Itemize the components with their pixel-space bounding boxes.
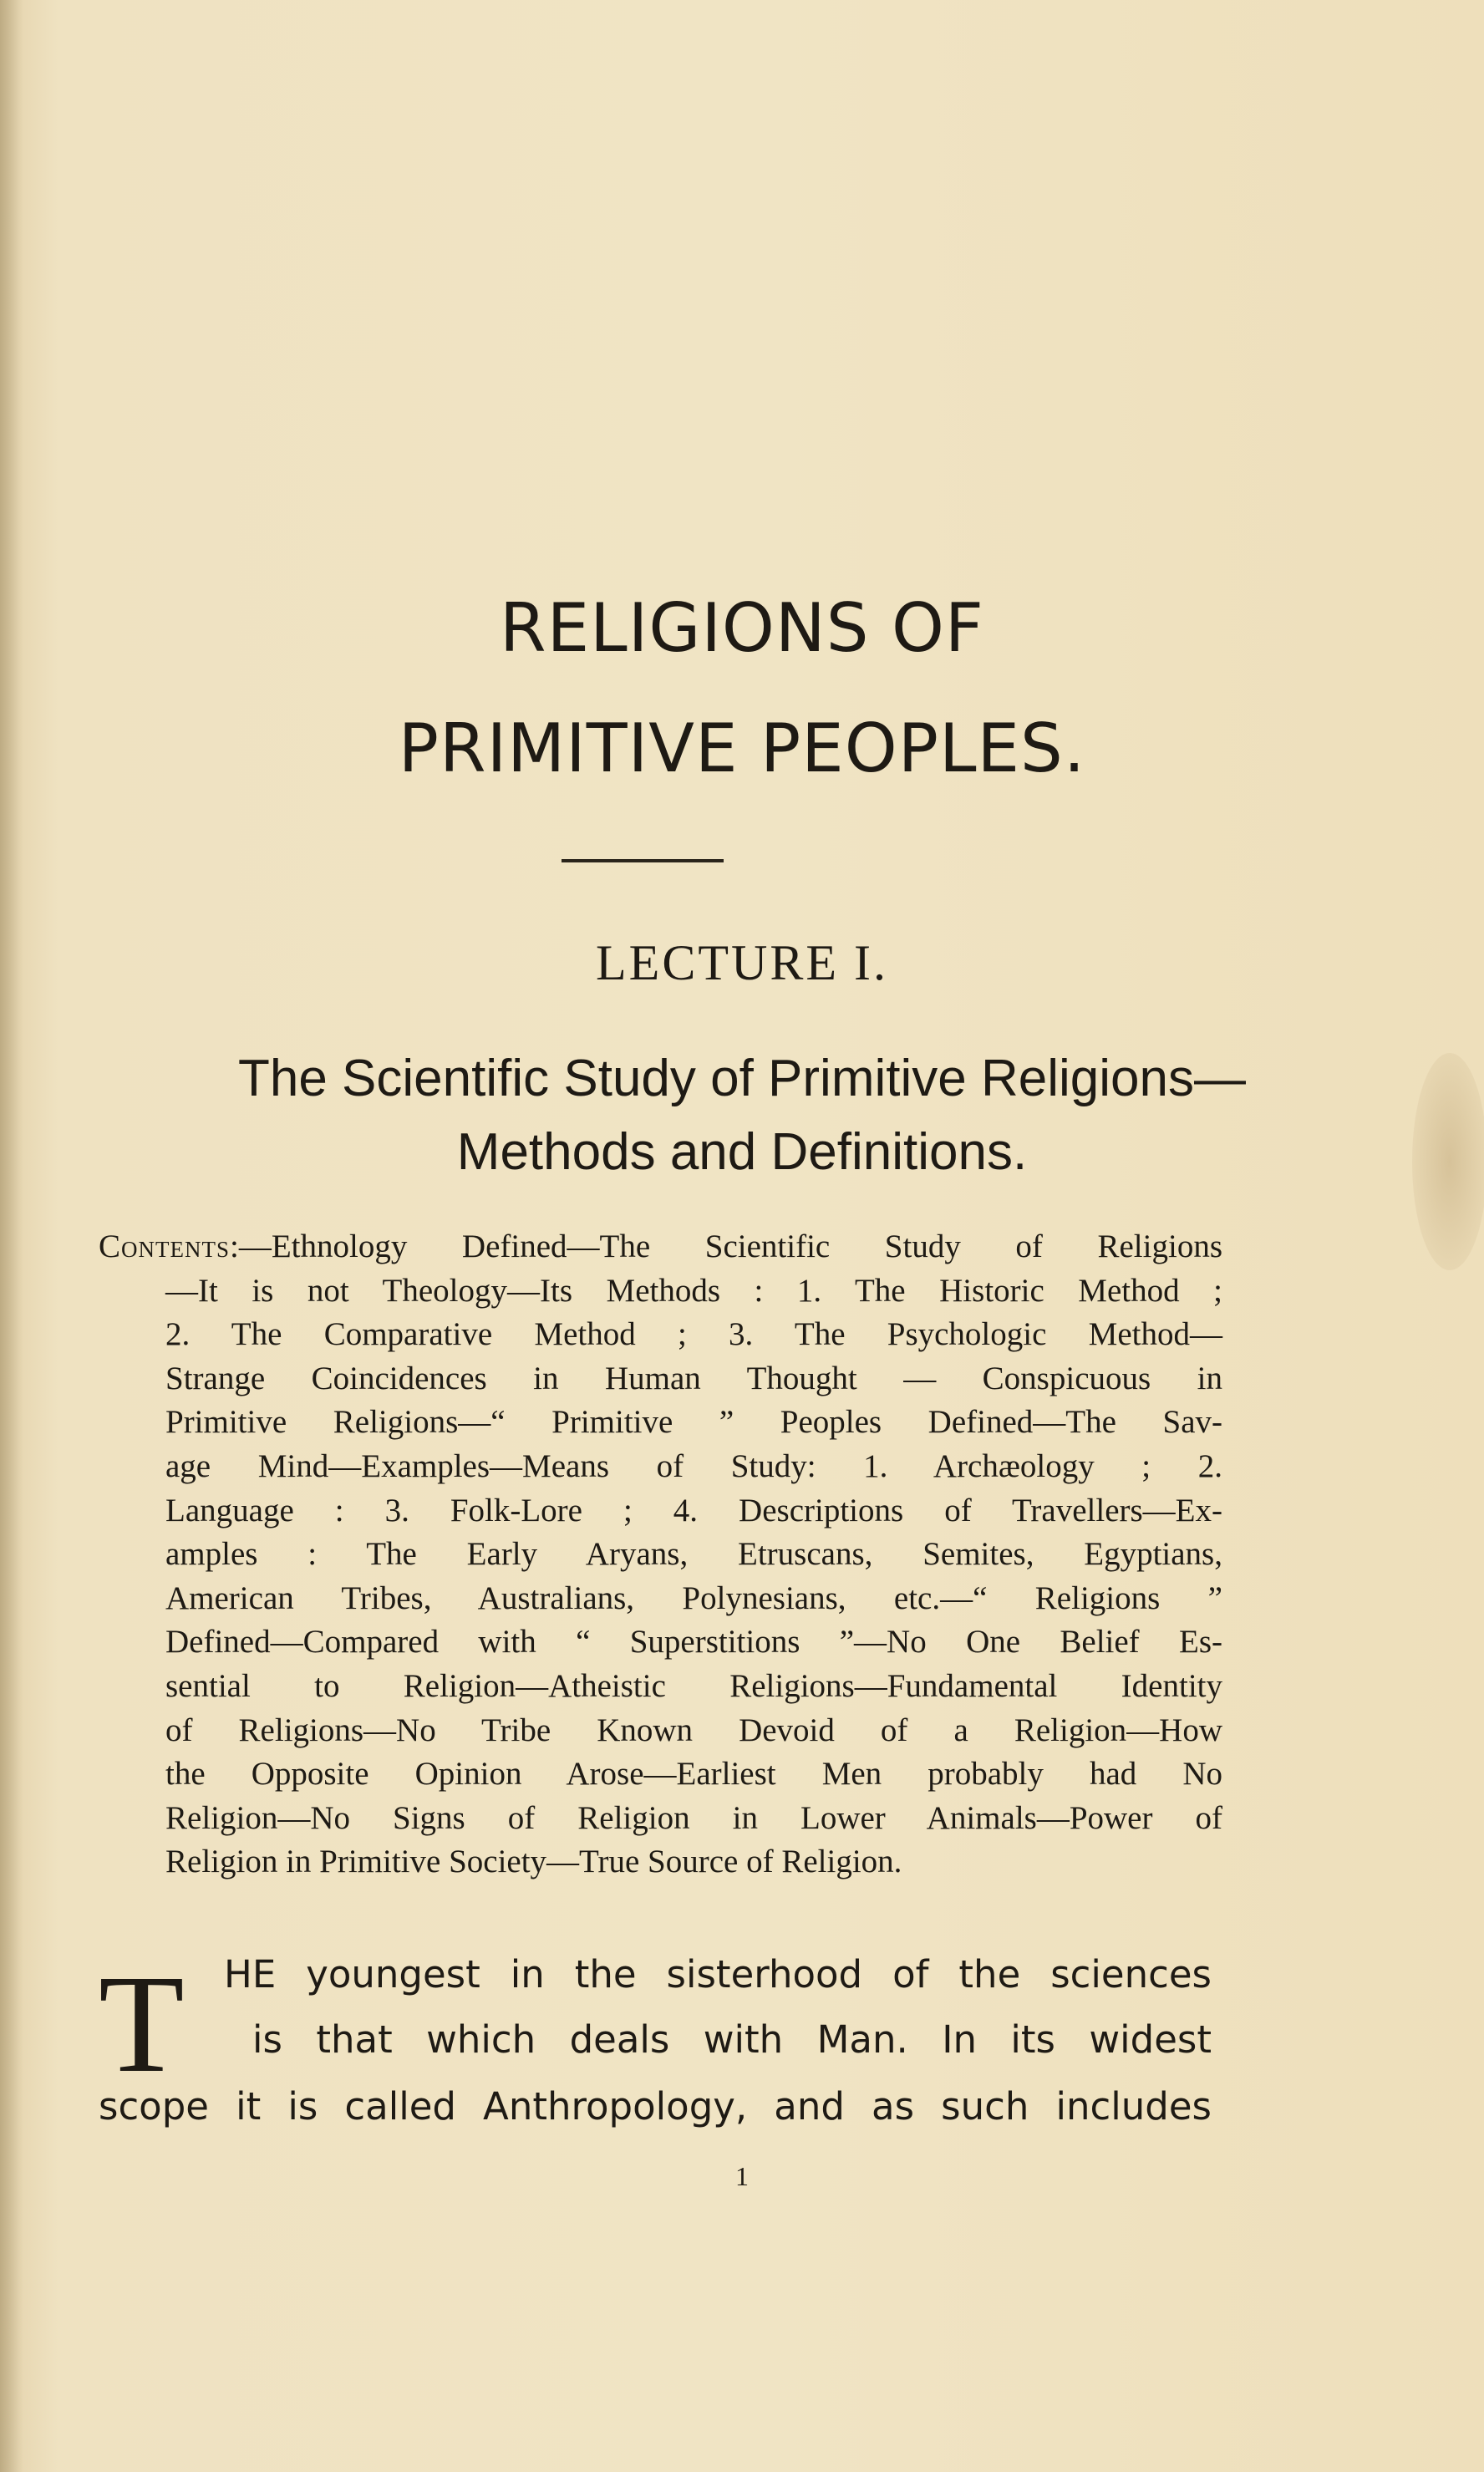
contents-line: Language : 3. Folk-Lore ; 4. Descriptions of Travellers—Ex- xyxy=(165,1492,1222,1528)
contents-line: Religion in Primitive Society—True Source of Religion. xyxy=(165,1844,902,1880)
contents-line: Religion—No Signs of Religion in Lower Animals—Power of xyxy=(165,1799,1222,1836)
page-number: 1 xyxy=(735,2161,749,2191)
contents-line: Primitive Religions—“ Primitive ” Peoples Defined—The Sav- xyxy=(165,1404,1222,1441)
spine-shadow xyxy=(0,0,23,2472)
contents-line: the Opposite Opinion Arose—Earliest Men probably had No xyxy=(165,1756,1222,1793)
book-title-line-1: RELIGIONS OF xyxy=(500,589,984,667)
body-text-line: scope it is called Anthropology, and as such includes xyxy=(99,2084,1212,2129)
contents-line: sential to Religion—Atheistic Religions—Fundamental Identity xyxy=(165,1667,1222,1704)
contents-line: Strange Coincidences in Human Thought — Conspicuous in xyxy=(165,1360,1222,1396)
lecture-subtitle-line-2: Methods and Definitions. xyxy=(456,1123,1028,1181)
body-text-line: is that which deals with Man. In its widest xyxy=(252,2017,1212,2062)
contents-line: Defined—Compared with “ Superstitions ”—No One Belief Es- xyxy=(165,1624,1222,1661)
contents-line: 2. The Comparative Method ; 3. The Psychologic Method— xyxy=(165,1316,1222,1353)
contents-line: —It is not Theology—Its Methods : 1. The Historic Method ; xyxy=(165,1272,1222,1309)
contents-line: amples : The Early Aryans, Etruscans, Semites, Egyptians, xyxy=(165,1536,1222,1573)
contents-line: Contents:—Ethnology Defined—The Scientific Study of Religions xyxy=(99,1228,1222,1264)
contents-line: American Tribes, Australians, Polynesians, etc.—“ Religions ” xyxy=(165,1579,1222,1616)
contents-line: of Religions—No Tribe Known Devoid of a Religion—How xyxy=(165,1712,1222,1748)
drop-cap: T xyxy=(99,1946,185,2102)
contents-label: Contents xyxy=(99,1228,231,1264)
lecture-subtitle-line-1: The Scientific Study of Primitive Religions— xyxy=(237,1050,1246,1107)
book-title-line-2: PRIMITIVE PEOPLES. xyxy=(398,710,1086,787)
title-divider xyxy=(562,859,724,862)
contents-line: age Mind—Examples—Means of Study: 1. Archæology ; 2. xyxy=(165,1447,1222,1484)
contents-summary xyxy=(99,1225,1222,1885)
lecture-heading: LECTURE I. xyxy=(596,935,888,990)
body-text-line: HE youngest in the sisterhood of the sciences xyxy=(224,1952,1212,1996)
